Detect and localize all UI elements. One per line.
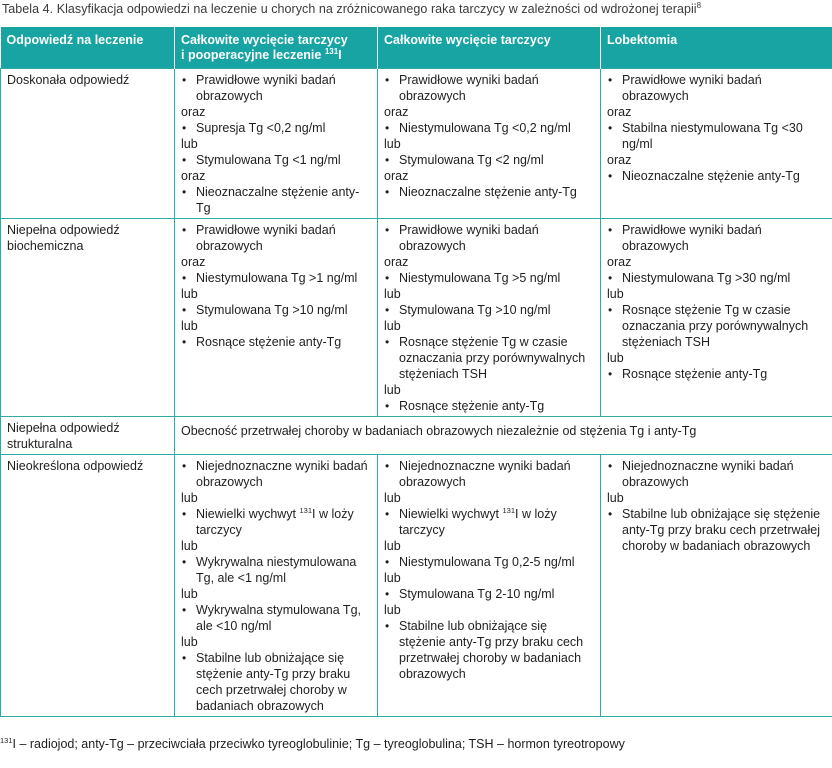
bullet-icon: • — [608, 223, 613, 237]
list-item: • Prawidłowe wyniki badań obrazowych — [385, 223, 539, 253]
connector-text: lub — [384, 287, 401, 301]
connector-text: lub — [181, 137, 198, 151]
table-cell — [175, 69, 378, 219]
list-item: • Niestymulowana Tg <0,2 ng/ml — [385, 121, 571, 135]
list-item: • Nieoznaczalne stężenie anty-Tg — [182, 185, 360, 215]
connector-text: lub — [181, 587, 198, 601]
list-item: • Wykrywalna stymulowana Tg, ale <10 ng/ml — [182, 603, 361, 633]
connector-text: lub — [384, 539, 401, 553]
bullet-icon: • — [385, 459, 390, 473]
list-item: • Stabilne lub obniżające się stężenie anty-Tg przy braku cech przetrwałej choroby w badaniach obrazowych — [608, 507, 821, 553]
list-item: • Prawidłowe wyniki badań obrazowych — [182, 223, 336, 253]
connector-text: oraz — [384, 255, 409, 269]
list-item: • Niestymulowana Tg >5 ng/ml — [385, 271, 561, 285]
header-total-thyroidectomy-rai: Całkowite wycięcie tarczycy i pooperacyjne leczenie $^{131}$I — [175, 27, 378, 69]
table-cell — [601, 219, 832, 417]
connector-text: lub — [384, 571, 401, 585]
list-item: • Prawidłowe wyniki badań obrazowych — [608, 73, 762, 103]
table-caption: Tabela 4. Klasyfikacja odpowiedzi na leczenie u chorych na zróżnicowanego raka tarczycy w zależności od wdrożonej terapii$^8$ — [2, 0, 702, 16]
list-item: • Wykrywalna niestymulowana Tg, ale <1 ng/ml — [182, 555, 357, 585]
bullet-icon: • — [182, 303, 187, 317]
bullet-icon: • — [182, 459, 187, 473]
bullet-icon: • — [608, 459, 613, 473]
header-row — [1, 27, 832, 69]
bullet-icon: • — [385, 153, 390, 167]
connector-text: lub — [181, 539, 198, 553]
list-item: • Niestymulowana Tg 0,2-5 ng/ml — [385, 555, 575, 569]
table-row — [1, 69, 832, 219]
connector-text: oraz — [181, 169, 206, 183]
bullet-icon: • — [608, 367, 613, 381]
connector-text: lub — [181, 635, 198, 649]
bullet-icon: • — [182, 335, 187, 349]
bullet-icon: • — [608, 271, 613, 285]
list-item: • Supresja Tg <0,2 ng/ml — [182, 121, 326, 135]
list-item: • Niejednoznaczne wyniki badań obrazowych — [385, 459, 571, 489]
bullet-icon: • — [608, 303, 613, 317]
list-item: • Rosnące stężenie anty-Tg — [385, 399, 545, 413]
table-row — [1, 417, 832, 455]
connector-text: lub — [181, 491, 198, 505]
list-item: • Niestymulowana Tg >1 ng/ml — [182, 271, 358, 285]
list-item: • Niejednoznaczne wyniki badań obrazowych — [182, 459, 368, 489]
header-response: Odpowiedź na leczenie — [1, 27, 175, 69]
table-footnote: $^{131}$I – radiojod; anty-Tg – przeciwciała przeciwko tyreoglobulinie; Tg – tyreoglobulina; TSH – hormon tyreotropowy — [0, 735, 625, 751]
bullet-icon: • — [385, 271, 390, 285]
list-item: • Nieoznaczalne stężenie anty-Tg — [608, 169, 800, 183]
row-label: Niepełna odpowiedź strukturalna — [1, 417, 175, 455]
bullet-icon: • — [608, 121, 613, 135]
list-item: • Rosnące stężenie Tg w czasie oznaczania przy porównywalnych stężeniach TSH — [385, 335, 586, 381]
list-item: • Stymulowana Tg <1 ng/ml — [182, 153, 341, 167]
table-row — [1, 219, 832, 417]
list-item: • Niestymulowana Tg >30 ng/ml — [608, 271, 791, 285]
table-cell — [601, 455, 832, 717]
bullet-icon: • — [608, 73, 613, 87]
bullet-icon: • — [385, 73, 390, 87]
connector-text: lub — [607, 491, 624, 505]
bullet-icon: • — [385, 223, 390, 237]
connector-text: lub — [384, 137, 401, 151]
header-total-thyroidectomy: Całkowite wycięcie tarczycy — [378, 27, 601, 69]
table-cell-merged: Obecność przetrwałej choroby w badaniach obrazowych niezależnie od stężenia Tg i anty-Tg — [175, 417, 832, 455]
bullet-icon: • — [385, 335, 390, 349]
connector-text: oraz — [181, 105, 206, 119]
connector-text: lub — [384, 319, 401, 333]
connector-text: oraz — [181, 255, 206, 269]
list-item: • Rosnące stężenie Tg w czasie oznaczania przy porównywalnych stężeniach TSH — [608, 303, 809, 349]
connector-text: oraz — [384, 169, 409, 183]
list-item: • Rosnące stężenie anty-Tg — [182, 335, 342, 349]
bullet-icon: • — [608, 507, 613, 521]
row-label: Niepełna odpowiedź biochemiczna — [1, 219, 175, 417]
row-label: Nieokreślona odpowiedź — [1, 455, 175, 717]
list-item: • Stabilna niestymulowana Tg <30 ng/ml — [608, 121, 803, 151]
bullet-icon: • — [182, 555, 187, 569]
connector-text: lub — [607, 287, 624, 301]
list-item: • Stymulowana Tg <2 ng/ml — [385, 153, 544, 167]
connector-text: oraz — [607, 255, 632, 269]
bullet-icon: • — [182, 185, 187, 199]
list-item: • Stymulowana Tg >10 ng/ml — [182, 303, 348, 317]
connector-text: lub — [384, 491, 401, 505]
bullet-icon: • — [385, 121, 390, 135]
bullet-icon: • — [182, 651, 187, 665]
list-item: • Stabilne lub obniżające się stężenie anty-Tg przy braku cech przetrwałej choroby w badaniach obrazowych — [182, 651, 351, 713]
bullet-icon: • — [385, 399, 390, 413]
header-lobectomy: Lobektomia — [601, 27, 832, 69]
connector-text: oraz — [607, 153, 632, 167]
bullet-icon: • — [385, 303, 390, 317]
table-cell — [601, 69, 832, 219]
list-item: • Stymulowana Tg 2-10 ng/ml — [385, 587, 555, 601]
table-row — [1, 455, 832, 717]
connector-text: oraz — [607, 105, 632, 119]
bullet-icon: • — [385, 507, 390, 521]
table-cell — [175, 455, 378, 717]
list-item: • Niejednoznaczne wyniki badań obrazowych — [608, 459, 794, 489]
table-cell — [378, 455, 601, 717]
list-item: • Niewielki wychwyt $^{131}$I w loży tarczycy — [182, 505, 354, 537]
connector-text: lub — [384, 383, 401, 397]
row-label: Doskonała odpowiedź — [1, 69, 175, 219]
bullet-icon: • — [385, 587, 390, 601]
bullet-icon: • — [385, 619, 390, 633]
list-item: • Prawidłowe wyniki badań obrazowych — [608, 223, 762, 253]
bullet-icon: • — [182, 73, 187, 87]
list-item: • Stabilne lub obniżające się stężenie anty-Tg przy braku cech przetrwałej choroby w badaniach obrazowych — [385, 619, 584, 681]
table-cell — [378, 219, 601, 417]
connector-text: oraz — [384, 105, 409, 119]
bullet-icon: • — [608, 169, 613, 183]
connector-text: lub — [384, 603, 401, 617]
table-cell — [378, 69, 601, 219]
list-item: • Stymulowana Tg >10 ng/ml — [385, 303, 551, 317]
bullet-icon: • — [182, 223, 187, 237]
bullet-icon: • — [385, 185, 390, 199]
connector-text: lub — [181, 319, 198, 333]
bullet-icon: • — [182, 271, 187, 285]
bullet-icon: • — [385, 555, 390, 569]
list-item: • Niewielki wychwyt $^{131}$I w loży tarczycy — [385, 505, 557, 537]
bullet-icon: • — [182, 507, 187, 521]
connector-text: lub — [607, 351, 624, 365]
table-cell — [175, 219, 378, 417]
connector-text: lub — [181, 287, 198, 301]
bullet-icon: • — [182, 121, 187, 135]
list-item: • Prawidłowe wyniki badań obrazowych — [182, 73, 336, 103]
list-item: • Rosnące stężenie anty-Tg — [608, 367, 768, 381]
bullet-icon: • — [182, 153, 187, 167]
response-classification-table — [0, 27, 832, 717]
bullet-icon: • — [182, 603, 187, 617]
list-item: • Nieoznaczalne stężenie anty-Tg — [385, 185, 577, 199]
list-item: • Prawidłowe wyniki badań obrazowych — [385, 73, 539, 103]
